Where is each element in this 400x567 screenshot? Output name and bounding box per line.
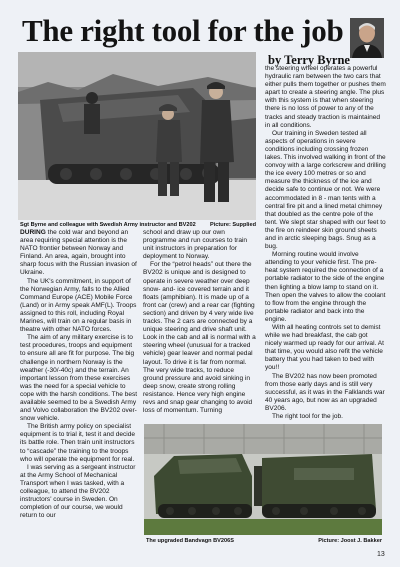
article-column-3 (265, 65, 386, 421)
lead-word: DURING (20, 229, 46, 236)
column1-paragraph-2: The UK's commitment, in support of the Norwegian Army, falls to the Allied Command Europe (ACE) Mobile Force (Land) or in Army speak AMF(L). Troops assigned to this roll, including Royal Marines, will train on a regular basis in theatre with other NATO forces. (20, 277, 137, 334)
photo-bv206s-image (144, 424, 382, 535)
column3-paragraph-2: Our training in Sweden tested all aspects of operations in severe conditions including crossing frozen lakes. This involved walking in front of the convoy with a large corkscrew and drilling the ice every 100 metres or so and measure the thickness of the ice and decide safe to continue or not. We were accommodated in 8 - man tents with a central fire pit and a lined metal chimney that doubled as the centre pole of the tent. We slept star shaped with our feet to the fire on reindeer skin ground sheets and in arctic sleeping bags. Snug as a bug. (265, 129, 386, 251)
article-column-2 (143, 229, 256, 415)
top-photo-caption (20, 221, 256, 229)
author-portrait-image (350, 18, 384, 58)
column1-paragraph-3: The aim of any military exercise is to test procedures, troops and equipment to ensure all are fit for purpose. The big challenge in northern Norway is the weather (-30/-40c) and the terrain. An important lesson from these exercises was the need for a special vehicle to cope with the harsh conditions. The best available seemed to be a Swedish Army and Volvo collaboration the BV202 over-snow vehicle. (20, 334, 138, 423)
author-portrait (350, 18, 384, 58)
article-title: The right tool for the job (22, 13, 344, 48)
top-photo-caption-text: Sgt Byrne and colleague with Swedish Army instructor and BV202 (20, 222, 196, 228)
column1-paragraph-1-text: the cold war and beyond an area requiring special attention is the NATO frontier between Norway and Finland. An area, again, brought into sharp focus with the Russian invasion of Ukraine. (20, 229, 137, 277)
column3-paragraph-3: Morning routine would involve attending to your vehicle first. The pre-heat system required the connection of a portable radiator to the side of the engine then lighting a blow lamp to stand on it. Then open the valves to allow the coolant to flow from the engine through the portable radiator and back into the engine. (265, 251, 386, 323)
column3-paragraph-4: With all heating controls set to demist while we had breakfast, the cab got nicely warmed up ready for our arrival. At that time, you would also refit the vehicle battery that you had taken to bed with you!! (265, 324, 384, 372)
author-byline: by Terry Byrne (268, 53, 350, 67)
column2-paragraph-2: For the “petrol heads” out there the BV202 is unique and is designed to operate in severe weather over deep snow- and- ice covered terrain and it floats (amphibian). It is made up of a front car (crew) and a rear car (fighting section) and driven by 4 very wide live tracks. The 2 cars are connected by a unique steering and drive shaft unit. Look in the cab and all is normal with a steering wheel (unusual for a tracked vehicle) gear leaver and normal pedal layout. To drive it is far from normal. The very wide tracks, to reduce ground pressure and avoid sinking in deep snow, create strong rolling resistance. Hence very high engine revs and snap gear changing to avoid loss of momentum. Turning (143, 261, 256, 415)
photo-soldiers-bv202 (18, 52, 256, 220)
photo-soldiers-bv202-image (18, 52, 256, 220)
page-number: 13 (377, 551, 385, 558)
top-photo-credit: Picture: Supplied (210, 222, 256, 228)
column2-paragraph-1: school and draw up our own programme and run courses to train unit instructors in preparation for deployment to Norway. (143, 229, 248, 261)
column1-paragraph-1 (20, 229, 138, 278)
bottom-photo-caption (146, 537, 382, 545)
column3-paragraph-6: The right tool for the job. (272, 413, 343, 421)
article-column-1 (20, 229, 138, 520)
bottom-photo-caption-text: The upgraded Bandvagn BV206S (146, 538, 234, 544)
column1-paragraph-4: The British army policy on specialist equipment is to trial it, test it and decide its battle role. Then train unit instructors to “cascade” the training to the troops who will operate the equipment for real. (20, 423, 135, 463)
photo-bv206s (144, 424, 382, 535)
column3-paragraph-1: the steering wheel operates a powerful hydraulic ram between the two cars that either pulls them together or pushes them apart to create a steering angle. The plus with this system is that when steering there is no loss of power to any of the tracks and steady traction is maintained in all conditions. (265, 65, 386, 129)
column3-paragraph-5: The BV202 has now been promoted from those early days and is still very successful, as it was in the Falklands war 40 years ago, but now as an upgraded BV206. (265, 372, 385, 412)
bottom-photo-credit: Picture: Joost J. Bakker (318, 538, 382, 544)
column1-paragraph-5: I was serving as a sergeant instructor at the Army School of Mechanical Transport when I was tasked, with a colleague, to attend the BV202 instructors' course in Sweden. On completion of our course, we would return to our (20, 463, 136, 520)
